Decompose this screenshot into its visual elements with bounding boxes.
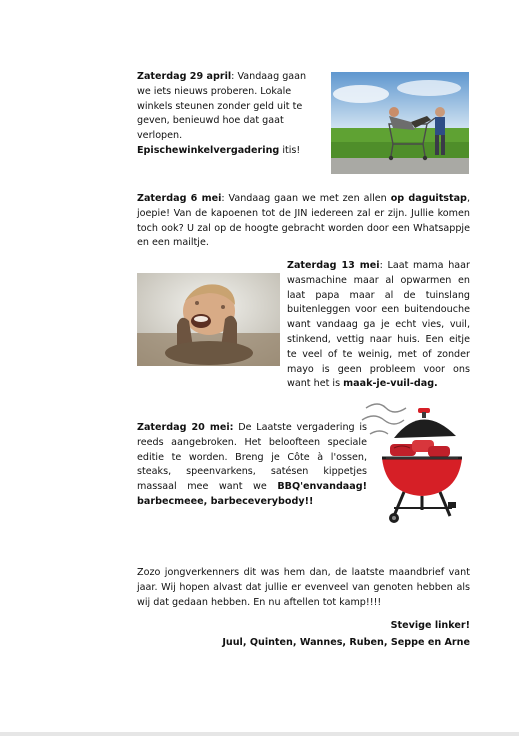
closing-text: Zozo jongverkenners dit was hem dan, de laatste maandbrief vant jaar. Wij hopen alvast dat jullie er evenveel van genoten hebben als wij dat gedaan hebben. En nu aftellen tot kamp!!!! — [137, 567, 470, 608]
section-date: Zaterdag 6 mei — [137, 193, 222, 204]
muddy-child-photo — [137, 273, 280, 366]
section-date: Zaterdag 13 mei — [287, 260, 380, 271]
section-date: Zaterdag 20 mei: — [137, 422, 234, 433]
section-13-mei — [287, 259, 470, 392]
section-highlight: op daguitstap — [390, 193, 467, 204]
section-highlight: BBQ'envandaag! barbecmeee, barbeceverybody!! — [137, 481, 367, 507]
section-6-mei — [137, 192, 470, 251]
page-bottom-edge — [0, 732, 519, 736]
section-text: : Vandaag gaan we iets nieuws proberen. Lokale winkels steunen zonder geld uit te geven, benieuwd hoe dat gaat verlopen. — [137, 71, 307, 142]
section-20-mei — [137, 421, 367, 510]
section-text: : Laat mama haar wasmachine maar al opwarmen en laat papa maar al de tuinslang buitenleggen voor een buitendouche want vandaag ga je echt vies, vuil, stinkend, vettig naar huis. Een eitje te veel of te weinig, met of zonder mayo is geen probleem voor ons want het is — [287, 260, 470, 390]
shopping-cart-photo — [331, 72, 469, 174]
barbecue-grill-illustration — [358, 398, 470, 526]
section-highlight: maak-je-vuil-dag. — [343, 378, 438, 390]
section-text-end: , joepie! Van de kapoenen tot de JIN iedereen zal er zijn. Jullie komen toch ook? U zal op de hoogte gebracht worden door een Whatsappje en een mailtje. — [137, 193, 470, 249]
section-text: : Vandaag gaan we met zen allen — [221, 193, 391, 204]
section-29-april — [137, 70, 319, 159]
leader-names: Juul, Quinten, Wannes, Ruben, Seppe en Arne — [222, 637, 470, 648]
signatures — [137, 636, 470, 651]
section-text-end: itis! — [279, 144, 301, 156]
closing-paragraph — [137, 566, 470, 610]
sign-off — [137, 619, 470, 634]
section-text: De Laatste vergadering is reeds aangebroken. Het beloofteen speciale editie te worden. Breng je Côte à l'ossen, steaks, speenvarkens, satésen kippetjes massaal mee want we — [137, 422, 368, 493]
sign-off-text: Stevige linker! — [390, 620, 470, 631]
section-date: Zaterdag 29 april — [137, 71, 232, 82]
section-highlight: Epischewinkelvergadering — [137, 144, 280, 156]
